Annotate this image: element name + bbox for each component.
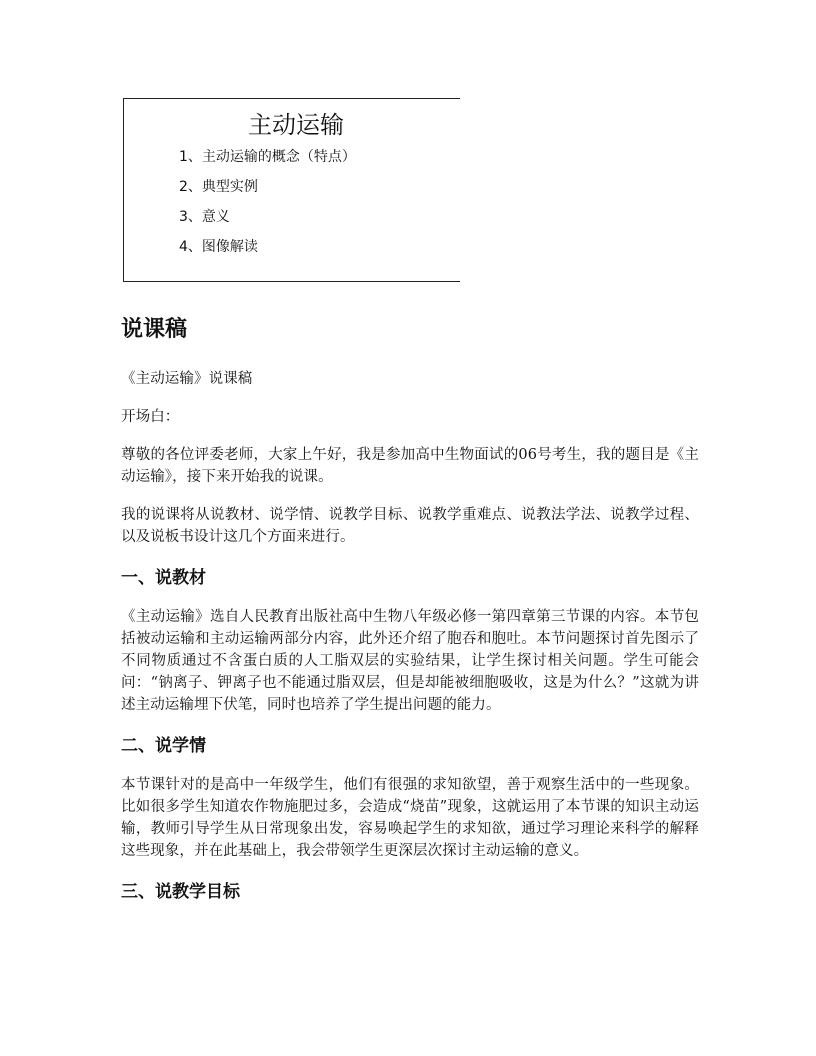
outline-paragraph: 我的说课将从说教材、说学情、说教学目标、说教学重难点、说教法学法、说教学过程、以及说板书设计这几个方面来进行。 xyxy=(121,507,699,545)
section-heading-objectives: 三、说教学目标 xyxy=(121,882,240,902)
slide-outline-item: 3、意义 xyxy=(179,209,230,225)
doc-subtitle: 《主动运输》说课稿 xyxy=(121,371,253,387)
slide-title: 主动运输 xyxy=(248,111,344,139)
slide-outline-list xyxy=(179,147,356,267)
slide-outline-item: 4、图像解读 xyxy=(179,239,258,255)
document-body xyxy=(121,368,699,920)
slide-outline-item: 2、典型实例 xyxy=(179,179,258,195)
greeting-paragraph: 尊敬的各位评委老师，大家上午好，我是参加高中生物面试的06号考生，我的题目是《主动运输》，接下来开始我的说课。 xyxy=(121,447,699,485)
slide-thumbnail xyxy=(123,98,460,282)
section-heading-students: 二、说学情 xyxy=(121,736,206,756)
opening-label: 开场白： xyxy=(121,409,180,425)
page-title: 说课稿 xyxy=(121,317,188,342)
slide-outline-item: 1、主动运输的概念（特点） xyxy=(179,149,356,165)
section-heading-textbook: 一、说教材 xyxy=(121,568,206,588)
section-body-students: 本节课针对的是高中一年级学生，他们有很强的求知欲望，善于观察生活中的一些现象。比如很多学生知道农作物施肥过多，会造成“烧苗”现象，这就运用了本节课的知识主动运输，教师引导学生从日常现象出发，容易唤起学生的求知欲，通过学习理论来科学的解释这些现象，并在此基础上，我会带领学生更深层次探讨主动运输的意义。 xyxy=(121,777,699,859)
section-body-textbook: 《主动运输》选自人民教育出版社高中生物八年级必修一第四章第三节课的内容。本节包括被动运输和主动运输两部分内容，此外还介绍了胞吞和胞吐。本节问题探讨首先图示了不同物质通过不含蛋白质的人工脂双层的实验结果，让学生探讨相关问题。学生可能会问：“钠离子、钾离子也不能通过脂双层，但是却能被细胞吸收，这是为什么？”这就为讲述主动运输埋下伏笔，同时也培养了学生提出问题的能力。 xyxy=(121,609,699,713)
